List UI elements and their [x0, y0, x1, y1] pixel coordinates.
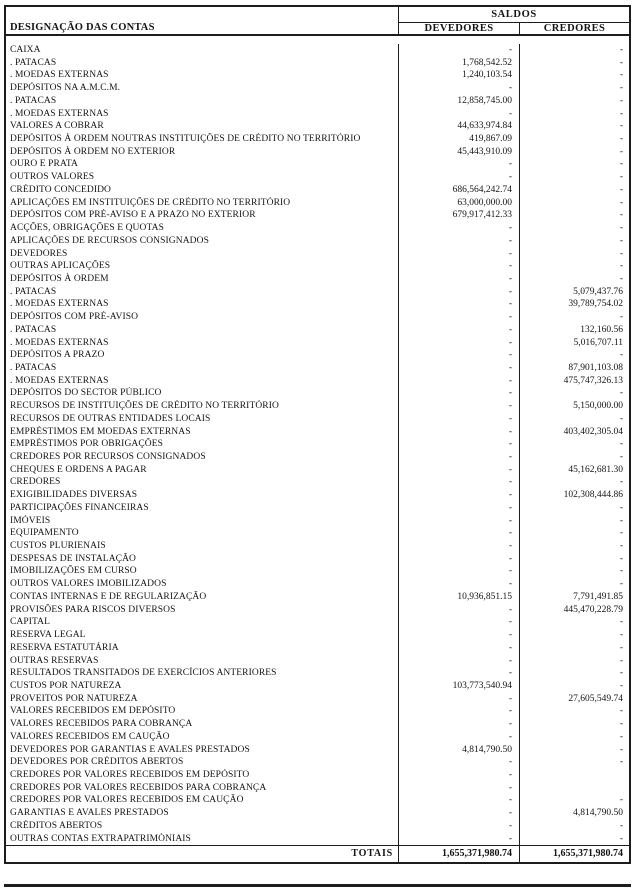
- table-row: [6, 248, 629, 261]
- devedores-value: -: [399, 171, 520, 184]
- account-label: DEVEDORES POR GARANTIAS E AVALES PRESTADOS: [6, 744, 399, 757]
- account-label: CHEQUES E ORDENS A PAGAR: [6, 464, 399, 477]
- account-label: EMPRÉSTIMOS POR OBRIGAÇÕES: [6, 438, 399, 451]
- devedores-value: -: [399, 667, 520, 680]
- devedores-value: -: [399, 731, 520, 744]
- table-row: [6, 375, 629, 388]
- devedores-value: -: [399, 387, 520, 400]
- table-body: [6, 36, 629, 845]
- credores-value: -: [619, 159, 623, 170]
- devedores-value: -: [399, 426, 520, 439]
- table-row: [6, 693, 629, 706]
- credores-value: 87,901,103.08: [568, 362, 623, 373]
- table-row: [6, 756, 629, 769]
- account-label: VALORES RECEBIDOS PARA COBRANÇA: [6, 718, 399, 731]
- table-row: [6, 540, 629, 553]
- credores-value: 445,470,228.79: [563, 604, 623, 615]
- account-label: CAIXA: [6, 44, 399, 57]
- table-row: [6, 527, 629, 540]
- credores-value: -: [619, 350, 623, 361]
- credores-value: -: [619, 515, 623, 526]
- table-row: [6, 311, 629, 324]
- credores-value: -: [619, 45, 623, 55]
- credores-value: -: [619, 223, 623, 234]
- table-row: [6, 69, 629, 82]
- designation-header: DESIGNAÇÃO DAS CONTAS: [6, 7, 399, 34]
- account-label: IMOBILIZAÇÕES EM CURSO: [6, 565, 399, 578]
- credores-value: -: [619, 680, 623, 691]
- table-row: [6, 82, 629, 95]
- table-row: [6, 464, 629, 477]
- table-row: [6, 362, 629, 375]
- table-row: [6, 44, 629, 57]
- devedores-value: -: [399, 82, 520, 95]
- table-row: [6, 451, 629, 464]
- account-label: IMÓVEIS: [6, 515, 399, 528]
- devedores-value: -: [399, 438, 520, 451]
- devedores-value: -: [399, 222, 520, 235]
- credores-value: -: [619, 121, 623, 132]
- devedores-value: 45,443,910.09: [399, 146, 520, 159]
- account-label: . PATACAS: [6, 57, 399, 70]
- devedores-value: -: [399, 311, 520, 324]
- devedores-value: 679,917,412.33: [399, 209, 520, 222]
- devedores-value: -: [399, 502, 520, 515]
- devedores-value: -: [399, 629, 520, 642]
- account-label: VALORES RECEBIDOS EM DEPÓSITO: [6, 705, 399, 718]
- account-label: CREDORES POR VALORES RECEBIDOS EM CAUÇÃO: [6, 794, 399, 807]
- devedores-value: -: [399, 807, 520, 820]
- table-row: [6, 286, 629, 299]
- account-label: OURO E PRATA: [6, 158, 399, 171]
- credores-value: 39,789,754.02: [568, 299, 623, 310]
- account-label: . PATACAS: [6, 286, 399, 299]
- account-label: APLICAÇÕES EM INSTITUIÇÕES DE CRÉDITO NO TERRITÓRIO: [6, 197, 399, 210]
- devedores-value: -: [399, 451, 520, 464]
- credores-value: -: [619, 413, 623, 424]
- table-row: [6, 222, 629, 235]
- account-label: CREDORES POR VALORES RECEBIDOS PARA COBRANÇA: [6, 782, 399, 795]
- table-header: [6, 7, 629, 36]
- devedores-value: 419,867.09: [399, 133, 520, 146]
- devedores-value: 63,000,000.00: [399, 197, 520, 210]
- account-label: . MOEDAS EXTERNAS: [6, 69, 399, 82]
- table-row: [6, 349, 629, 362]
- table-row: [6, 413, 629, 426]
- devedores-value: 44,633,974.84: [399, 120, 520, 133]
- account-label: RESERVA ESTATUTÁRIA: [6, 642, 399, 655]
- table-row: [6, 260, 629, 273]
- account-label: DEVEDORES POR CRÉDITOS ABERTOS: [6, 756, 399, 769]
- table-row: [6, 146, 629, 159]
- devedores-value: -: [399, 553, 520, 566]
- devedores-value: -: [399, 273, 520, 286]
- credores-value: -: [619, 210, 623, 221]
- account-label: DEVEDORES: [6, 248, 399, 261]
- credores-value: -: [619, 744, 623, 755]
- devedores-value: -: [399, 769, 520, 782]
- devedores-value: -: [399, 324, 520, 337]
- devedores-value: 1,240,103.54: [399, 69, 520, 82]
- totals-credores-value: 1,655,371,980.74: [553, 848, 623, 860]
- credores-value: -: [619, 706, 623, 717]
- table-row: [6, 591, 629, 604]
- devedores-value: -: [399, 489, 520, 502]
- table-row: [6, 667, 629, 680]
- devedores-value: -: [399, 413, 520, 426]
- devedores-value: -: [399, 756, 520, 769]
- credores-value: -: [619, 731, 623, 742]
- account-label: DEPÓSITOS NA A.M.C.M.: [6, 82, 399, 95]
- table-row: [6, 171, 629, 184]
- account-label: GARANTIAS E AVALES PRESTADOS: [6, 807, 399, 820]
- devedores-value: 1,768,542.52: [399, 57, 520, 70]
- account-label: RECURSOS DE INSTITUIÇÕES DE CRÉDITO NO TERRITÓRIO: [6, 400, 399, 413]
- devedores-value: -: [399, 108, 520, 121]
- account-label: DEPÓSITOS À ORDEM: [6, 273, 399, 286]
- table-row: [6, 642, 629, 655]
- table-row: [6, 108, 629, 121]
- table-row: [6, 604, 629, 617]
- table-row: [6, 565, 629, 578]
- credores-value: 45,162,681.30: [568, 464, 623, 475]
- credores-value: 5,150,000.00: [573, 401, 623, 412]
- table-row: [6, 184, 629, 197]
- credores-value: -: [619, 197, 623, 208]
- credores-value: -: [619, 668, 623, 679]
- devedores-value: -: [399, 782, 520, 795]
- devedores-value: -: [399, 604, 520, 617]
- account-label: DESPESAS DE INSTALAÇÃO: [6, 553, 399, 566]
- account-label: OUTRAS CONTAS EXTRAPATRIMÒNIAIS: [6, 833, 399, 846]
- credores-value: -: [619, 108, 623, 119]
- account-label: CUSTOS POR NATUREZA: [6, 680, 399, 693]
- table-row: [6, 298, 629, 311]
- bottom-rule: [4, 884, 631, 887]
- devedores-value: -: [399, 833, 520, 846]
- credores-value: 27,605,549.74: [568, 693, 623, 704]
- devedores-value: -: [399, 235, 520, 248]
- saldos-header-group: [399, 7, 629, 34]
- credores-value: -: [619, 795, 623, 806]
- table-row: [6, 489, 629, 502]
- account-label: EQUIPAMENTO: [6, 527, 399, 540]
- devedores-value: 12,858,745.00: [399, 95, 520, 108]
- account-label: . PATACAS: [6, 324, 399, 337]
- account-label: VALORES RECEBIDOS EM CAUÇÃO: [6, 731, 399, 744]
- table-row: [6, 705, 629, 718]
- table-row: [6, 807, 629, 820]
- credores-value: -: [619, 719, 623, 730]
- credores-value: 5,079,437.76: [573, 286, 623, 297]
- credores-value: 403,402,305.04: [563, 426, 623, 437]
- devedores-value: -: [399, 616, 520, 629]
- table-row: [6, 158, 629, 171]
- credores-value: -: [619, 566, 623, 577]
- table-row: [6, 438, 629, 451]
- credores-value: -: [619, 184, 623, 195]
- table-row: [6, 476, 629, 489]
- credores-value: -: [619, 757, 623, 768]
- account-label: . MOEDAS EXTERNAS: [6, 298, 399, 311]
- devedores-value: -: [399, 476, 520, 489]
- devedores-value: -: [399, 705, 520, 718]
- account-label: CREDORES POR VALORES RECEBIDOS EM DEPÓSITO: [6, 769, 399, 782]
- table-row: [6, 120, 629, 133]
- table-row: [6, 133, 629, 146]
- account-label: DEPÓSITOS À ORDEM NOUTRAS INSTITUIÇÕES DE CRÉDITO NO TERRITÓRIO: [6, 133, 399, 146]
- credores-value: -: [619, 579, 623, 590]
- credores-value: 7,791,491.85: [573, 591, 623, 602]
- totals-devedores-value: 1,655,371,980.74: [399, 846, 520, 862]
- credores-value: -: [619, 134, 623, 145]
- credores-value: -: [619, 57, 623, 68]
- account-label: APLICAÇÕES DE RECURSOS CONSIGNADOS: [6, 235, 399, 248]
- credores-value: -: [619, 502, 623, 513]
- table-row: [6, 273, 629, 286]
- table-row: [6, 680, 629, 693]
- account-label: OUTRAS APLICAÇÕES: [6, 260, 399, 273]
- table-row: [6, 57, 629, 70]
- credores-value: -: [619, 146, 623, 157]
- table-row: [6, 833, 629, 846]
- devedores-value: -: [399, 794, 520, 807]
- account-label: . MOEDAS EXTERNAS: [6, 375, 399, 388]
- table-row: [6, 578, 629, 591]
- credores-value: -: [619, 439, 623, 450]
- table-row: [6, 718, 629, 731]
- devedores-value: -: [399, 298, 520, 311]
- account-label: DEPÓSITOS DO SECTOR PÚBLICO: [6, 387, 399, 400]
- table-row: [6, 235, 629, 248]
- devedores-value: -: [399, 464, 520, 477]
- account-label: VALORES A COBRAR: [6, 120, 399, 133]
- devedores-value: -: [399, 565, 520, 578]
- account-label: CRÉDITOS ABERTOS: [6, 820, 399, 833]
- credores-value: -: [619, 388, 623, 399]
- table-row: [6, 629, 629, 642]
- credores-value: -: [619, 617, 623, 628]
- devedores-value: -: [399, 820, 520, 833]
- account-label: DEPÓSITOS À ORDEM NO EXTERIOR: [6, 146, 399, 159]
- credores-header: CREDORES: [543, 23, 606, 34]
- saldos-header: SALDOS: [399, 7, 629, 23]
- credores-value: -: [619, 273, 623, 284]
- devedores-value: -: [399, 400, 520, 413]
- devedores-value: -: [399, 655, 520, 668]
- credores-value: -: [619, 83, 623, 94]
- account-label: . MOEDAS EXTERNAS: [6, 108, 399, 121]
- account-label: RESERVA LEGAL: [6, 629, 399, 642]
- devedores-value: -: [399, 527, 520, 540]
- credores-value: -: [619, 235, 623, 246]
- credores-value: -: [619, 642, 623, 653]
- totals-row: [6, 845, 629, 862]
- account-label: DEPÓSITOS A PRAZO: [6, 349, 399, 362]
- table-row: [6, 731, 629, 744]
- account-label: CUSTOS PLURIENAIS: [6, 540, 399, 553]
- account-label: CREDORES POR RECURSOS CONSIGNADOS: [6, 451, 399, 464]
- devedores-value: -: [399, 362, 520, 375]
- devedores-value: -: [399, 540, 520, 553]
- account-label: RECURSOS DE OUTRAS ENTIDADES LOCAIS: [6, 413, 399, 426]
- saldos-subheader: [399, 23, 629, 34]
- account-label: ACÇÕES, OBRIGAÇÕES E QUOTAS: [6, 222, 399, 235]
- account-label: DEPÓSITOS COM PRÉ-AVISO: [6, 311, 399, 324]
- account-label: . PATACAS: [6, 362, 399, 375]
- table-row: [6, 400, 629, 413]
- table-row: [6, 744, 629, 757]
- table-row: [6, 337, 629, 350]
- credores-value: 4,814,790.50: [573, 808, 623, 819]
- table-row: [6, 209, 629, 222]
- credores-value: -: [619, 541, 623, 552]
- devedores-value: -: [399, 718, 520, 731]
- totals-label: TOTAIS: [6, 846, 399, 862]
- credores-value: -: [619, 70, 623, 81]
- credores-value: 102,308,444.86: [563, 490, 623, 501]
- devedores-value: -: [399, 286, 520, 299]
- credores-value: -: [619, 655, 623, 666]
- devedores-value: -: [399, 515, 520, 528]
- table-row: [6, 387, 629, 400]
- devedores-header: DEVEDORES: [399, 23, 520, 34]
- account-label: . MOEDAS EXTERNAS: [6, 337, 399, 350]
- devedores-value: -: [399, 578, 520, 591]
- credores-value: -: [619, 248, 623, 259]
- credores-value: -: [619, 833, 623, 844]
- account-label: CAPITAL: [6, 616, 399, 629]
- account-label: PARTICIPAÇÕES FINANCEIRAS: [6, 502, 399, 515]
- account-label: CREDORES: [6, 476, 399, 489]
- credores-value: -: [619, 553, 623, 564]
- account-label: EMPRÉSTIMOS EM MOEDAS EXTERNAS: [6, 426, 399, 439]
- account-label: CONTAS INTERNAS E DE REGULARIZAÇÃO: [6, 591, 399, 604]
- table-row: [6, 820, 629, 833]
- account-label: DEPÓSITOS COM PRÉ-AVISO E A PRAZO NO EXTERIOR: [6, 209, 399, 222]
- table-row: [6, 553, 629, 566]
- credores-value: [520, 782, 629, 795]
- devedores-value: -: [399, 693, 520, 706]
- devedores-value: -: [399, 337, 520, 350]
- devedores-value: 686,564,242.74: [399, 184, 520, 197]
- table-row: [6, 655, 629, 668]
- account-label: RESULTADOS TRANSITADOS DE EXERCÍCIOS ANTERIORES: [6, 667, 399, 680]
- account-label: . PATACAS: [6, 95, 399, 108]
- credores-value: -: [619, 312, 623, 323]
- credores-value: 475,747,326.13: [563, 375, 623, 386]
- account-label: EXIGIBILIDADES DIVERSAS: [6, 489, 399, 502]
- account-label: OUTROS VALORES: [6, 171, 399, 184]
- devedores-value: -: [399, 158, 520, 171]
- table-row: [6, 616, 629, 629]
- table-row: [6, 502, 629, 515]
- account-label: PROVISÕES PARA RISCOS DIVERSOS: [6, 604, 399, 617]
- devedores-value: -: [399, 260, 520, 273]
- table-row: [6, 515, 629, 528]
- credores-value: -: [619, 477, 623, 488]
- table-row: [6, 769, 629, 782]
- table-row: [6, 197, 629, 210]
- credores-value: -: [619, 95, 623, 106]
- account-label: OUTROS VALORES IMOBILIZADOS: [6, 578, 399, 591]
- credores-value: -: [619, 820, 623, 831]
- devedores-value: 103,773,540.94: [399, 680, 520, 693]
- table-row: [6, 782, 629, 795]
- account-label: OUTRAS RESERVAS: [6, 655, 399, 668]
- table-row: [6, 426, 629, 439]
- credores-value: [520, 769, 629, 782]
- devedores-value: -: [399, 248, 520, 261]
- credores-value: -: [619, 261, 623, 272]
- devedores-value: 4,814,790.50: [399, 744, 520, 757]
- credores-value: -: [619, 452, 623, 462]
- devedores-value: -: [399, 44, 520, 57]
- account-label: CRÉDITO CONCEDIDO: [6, 184, 399, 197]
- table-row: [6, 794, 629, 807]
- devedores-value: 10,936,851.15: [399, 591, 520, 604]
- devedores-value: -: [399, 642, 520, 655]
- credores-value: -: [619, 630, 623, 641]
- devedores-value: -: [399, 375, 520, 388]
- credores-value: 5,016,707.11: [573, 337, 623, 348]
- table-row: [6, 324, 629, 337]
- credores-value: -: [619, 172, 623, 183]
- devedores-value: -: [399, 349, 520, 362]
- table-row: [6, 95, 629, 108]
- account-label: PROVEITOS POR NATUREZA: [6, 693, 399, 706]
- balance-table: [4, 5, 631, 864]
- credores-value: 132,160.56: [580, 324, 623, 335]
- credores-value: -: [619, 528, 623, 539]
